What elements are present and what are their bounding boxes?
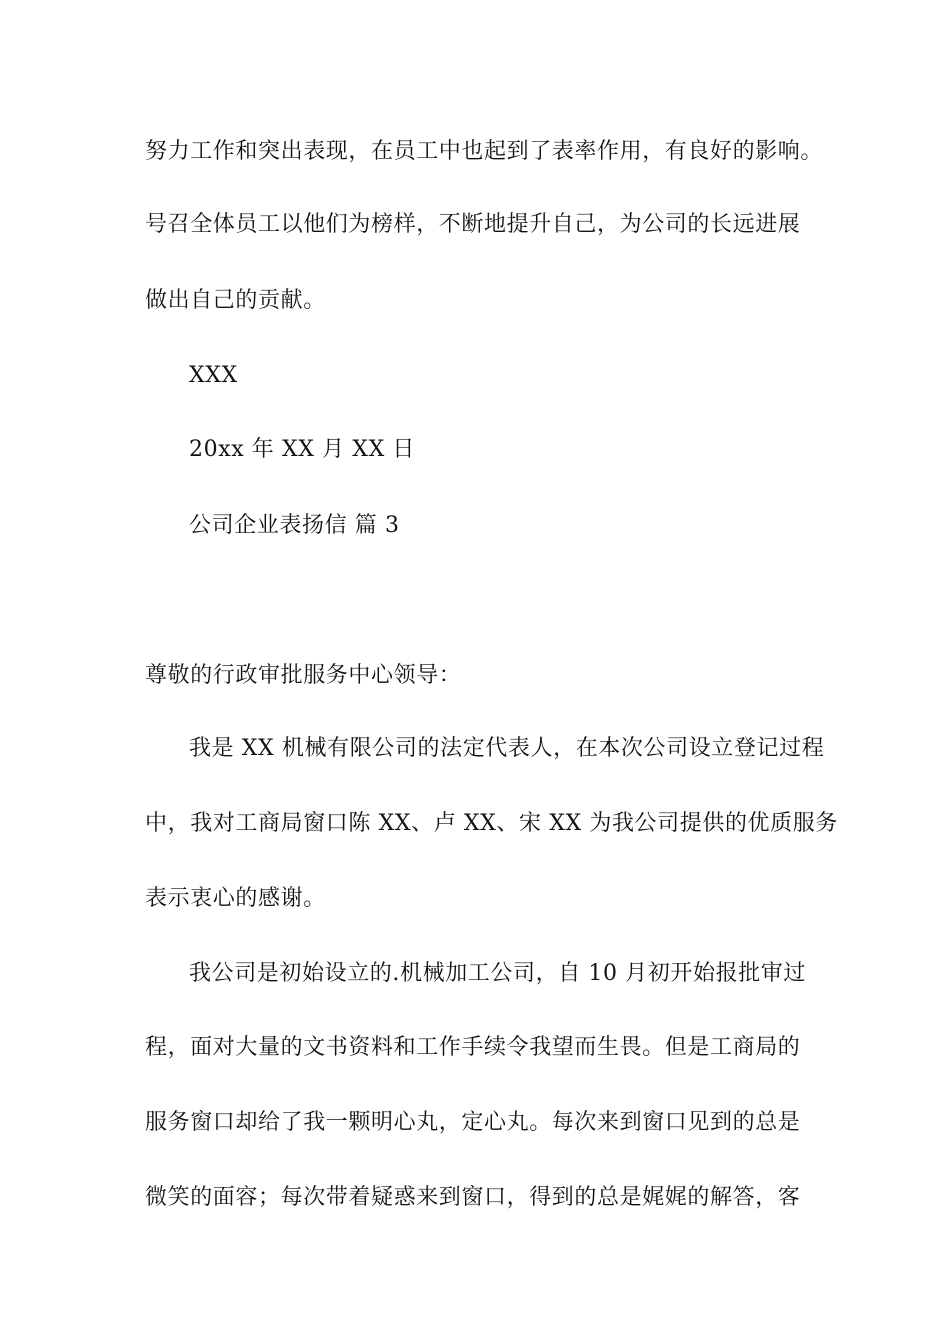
text-line: 努力工作和突出表现，在员工中也起到了表率作用，有良好的影响。 bbox=[145, 139, 824, 164]
text-line: 我公司是初始设立的.机械加工公司，自 10 月初开始报批审过 bbox=[189, 961, 806, 986]
text-line: 服务窗口却给了我一颗明心丸，定心丸。每次来到窗口见到的总是 bbox=[145, 1110, 801, 1135]
text-line: 程，面对大量的文书资料和工作手续令我望而生畏。但是工商局的 bbox=[145, 1035, 801, 1060]
text-line: 我是 XX 机械有限公司的法定代表人，在本次公司设立登记过程 bbox=[189, 736, 825, 761]
signature-name: XXX bbox=[189, 363, 238, 388]
salutation: 尊敬的行政审批服务中心领导： bbox=[145, 663, 462, 688]
text-line: 微笑的面容；每次带着疑惑来到窗口，得到的总是娓娓的解答，客 bbox=[145, 1185, 801, 1210]
text-line: 表示衷心的感谢。 bbox=[145, 886, 326, 911]
text-line: 做出自己的贡献。 bbox=[145, 288, 326, 313]
text-line: 号召全体员工以他们为榜样，不断地提升自己，为公司的长远进展 bbox=[145, 212, 801, 237]
signature-date: 20xx 年 XX 月 XX 日 bbox=[189, 437, 416, 462]
section-heading: 公司企业表扬信 篇 3 bbox=[189, 513, 400, 538]
text-line: 中，我对工商局窗口陈 XX、卢 XX、宋 XX 为我公司提供的优质服务 bbox=[145, 811, 838, 836]
